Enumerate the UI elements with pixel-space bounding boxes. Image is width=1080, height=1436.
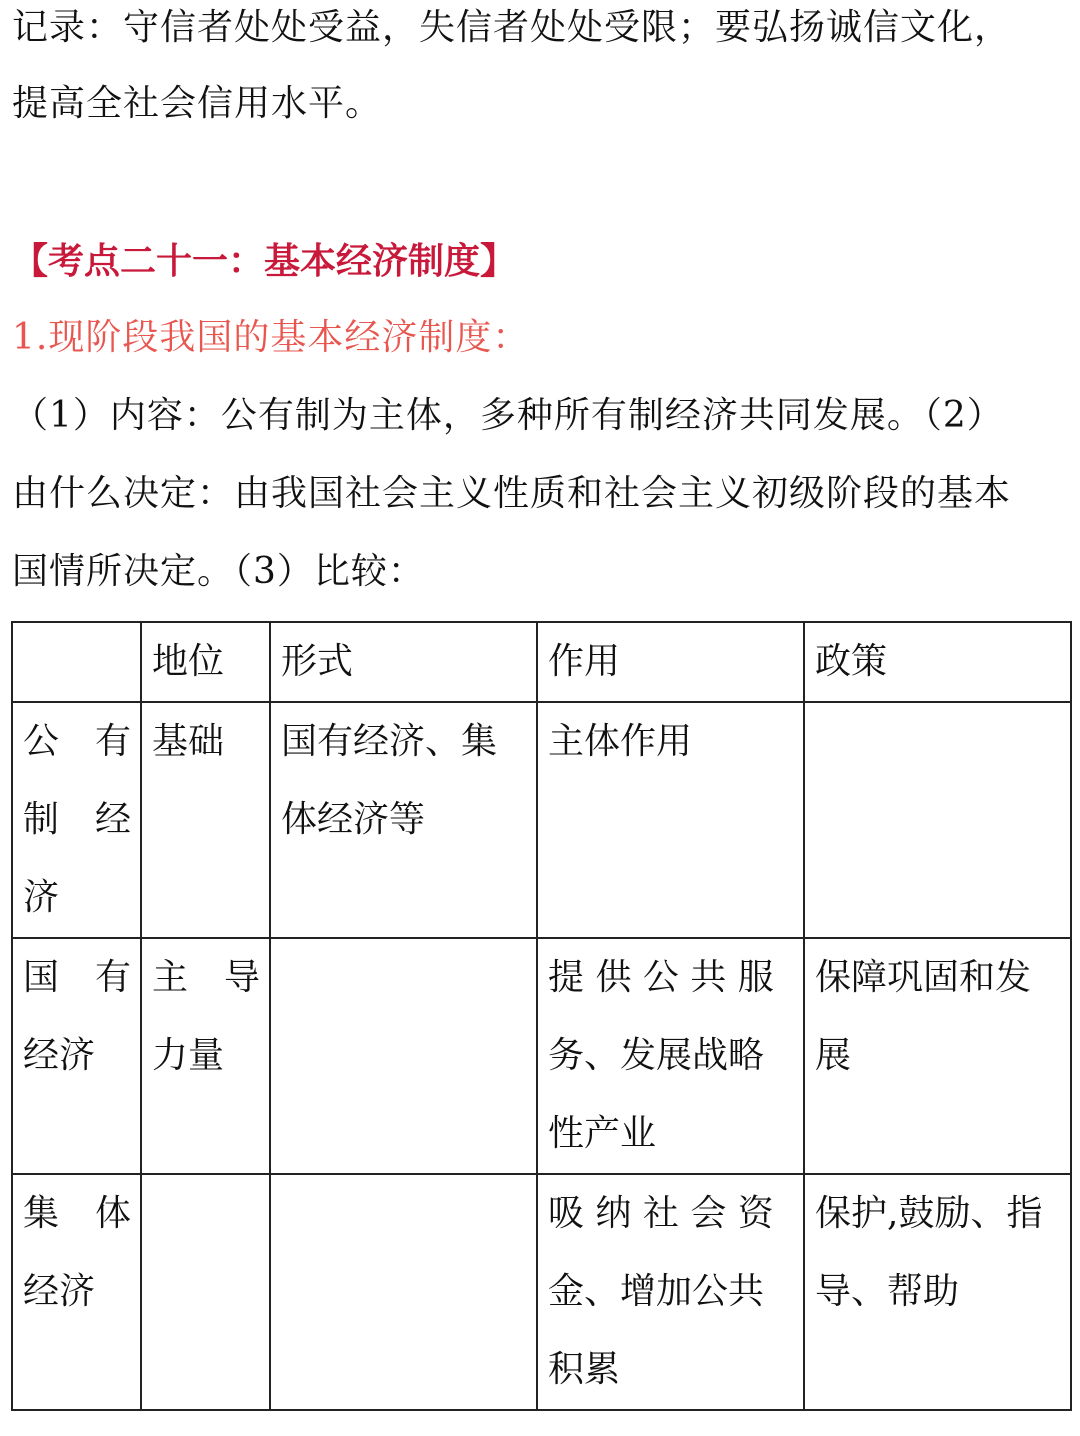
- cell-line: 集 体: [23, 1193, 132, 1234]
- cell-line: 济: [23, 877, 60, 918]
- cell-line: 保障巩固和发: [815, 957, 1032, 998]
- cell-line: 经济: [23, 1035, 96, 1076]
- cell-line: 基础: [152, 721, 225, 762]
- table-header-cell: 政策: [804, 622, 1071, 702]
- cell-line: 国有经济、集: [281, 721, 498, 762]
- table-cell-policy: [804, 1174, 1071, 1410]
- table-cell-form: [270, 702, 537, 938]
- cell-line: 主 导: [152, 957, 261, 998]
- table-cell-status: [141, 938, 270, 1174]
- table-header-cell: [12, 622, 141, 702]
- paragraph-line: 记录：守信者处处受益，失信者处处受限；要弘扬诚信文化，: [12, 7, 1012, 48]
- cell-line: 国 有: [23, 957, 132, 998]
- cell-line: 公 有: [23, 721, 132, 762]
- table-cell-form: [270, 938, 537, 1174]
- table-cell-policy: [804, 938, 1071, 1174]
- cell-line: 制 经: [23, 799, 132, 840]
- table-cell-form: [270, 1174, 537, 1410]
- cell-line: 提 供 公 共 服: [548, 957, 774, 998]
- table-header-cell: 形式: [270, 622, 537, 702]
- subsection-heading: 1.现阶段我国的基本经济制度：: [12, 317, 530, 358]
- content-line: 由什么决定：由我国社会主义性质和社会主义初级阶段的基本: [12, 473, 1012, 514]
- cell-line: 务、发展战略: [548, 1035, 765, 1076]
- section-heading: 【考点二十一：基本经济制度】: [12, 241, 517, 282]
- table-cell-role: [537, 1174, 804, 1410]
- table-cell-role: [537, 938, 804, 1174]
- table-row: [12, 702, 1071, 938]
- cell-line: 积累: [548, 1349, 621, 1390]
- cell-line: 保护,鼓励、指: [815, 1193, 1043, 1234]
- content-line: （1）内容：公有制为主体，多种所有制经济共同发展。（2）: [12, 395, 1004, 436]
- cell-line: 力量: [152, 1035, 225, 1076]
- table-cell-policy: [804, 702, 1071, 938]
- table-cell-status: [141, 702, 270, 938]
- content-line: 国情所决定。（3）比较：: [12, 551, 425, 592]
- cell-line: 导、帮助: [815, 1271, 960, 1312]
- cell-line: 金、增加公共: [548, 1271, 765, 1312]
- paragraph-line: 提高全社会信用水平。: [12, 83, 383, 124]
- table-cell-name: [12, 1174, 141, 1410]
- table-cell-role: [537, 702, 804, 938]
- cell-line: 体经济等: [281, 799, 426, 840]
- table-row: [12, 1174, 1071, 1410]
- comparison-table: [11, 621, 1072, 1411]
- table-header-row: [12, 622, 1071, 702]
- cell-line: 展: [815, 1035, 852, 1076]
- cell-line: 吸 纳 社 会 资: [548, 1193, 774, 1234]
- table-row: [12, 938, 1071, 1174]
- cell-line: 主体作用: [548, 721, 693, 762]
- table-header-cell: 作用: [537, 622, 804, 702]
- table-cell-status: [141, 1174, 270, 1410]
- table-header-cell: 地位: [141, 622, 270, 702]
- table-cell-name: [12, 938, 141, 1174]
- cell-line: 经济: [23, 1271, 96, 1312]
- cell-line: 性产业: [548, 1113, 657, 1154]
- table-cell-name: [12, 702, 141, 938]
